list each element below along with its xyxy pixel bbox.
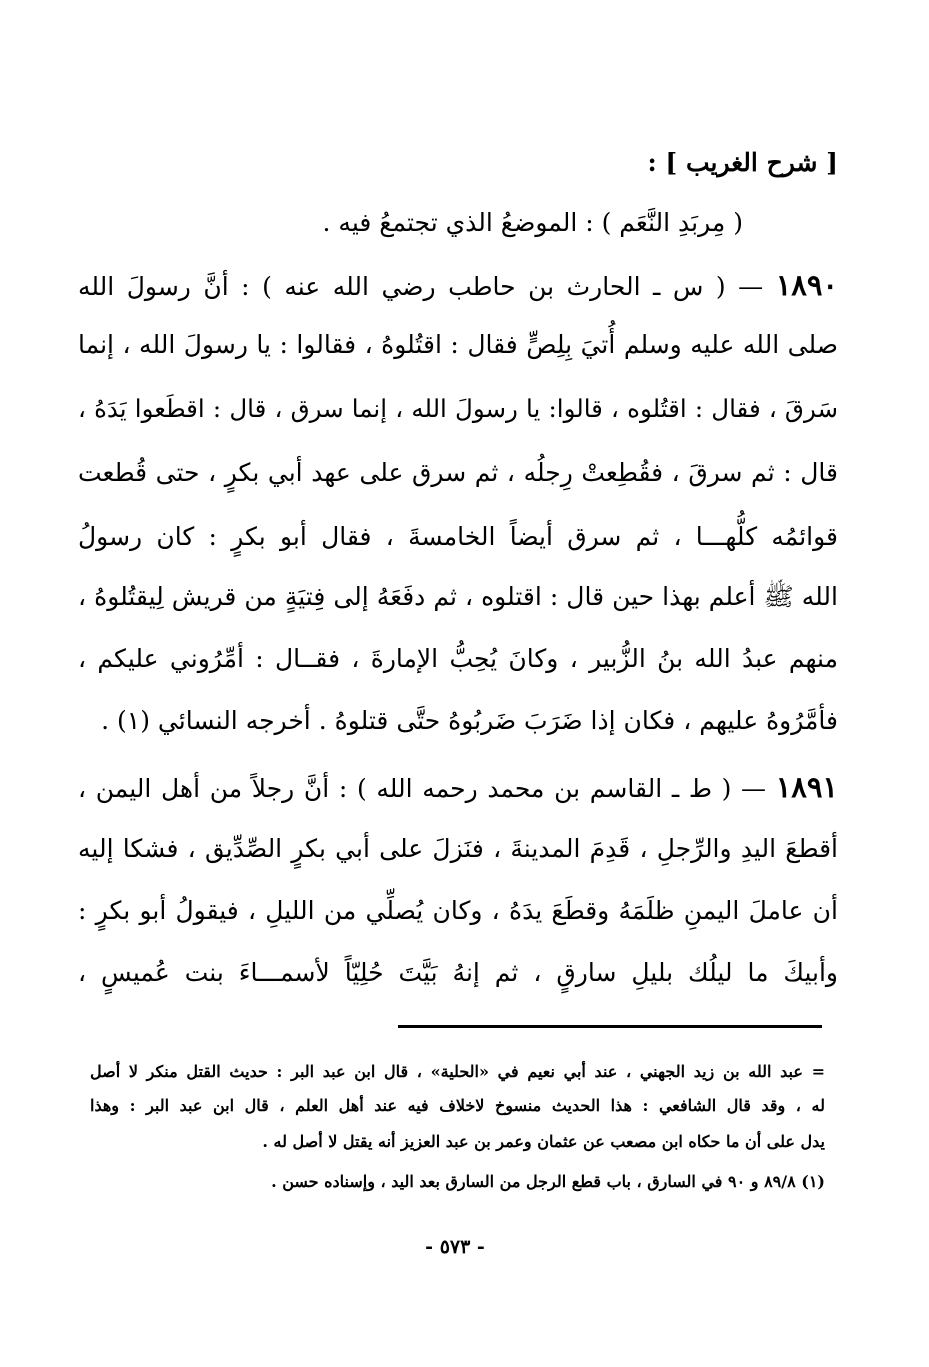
footnote-separator: [398, 1025, 822, 1028]
hadith-1891-line-4: وأبيكَ ما ليلُك بليلِ سارقٍ ، ثم إنهُ بَيَّتَ حُلِيّاً لأسمـــاءَ بنت عُميسٍ ،: [78, 958, 838, 987]
footnote-line-2: له ، وقد قال الشافعي : هذا الحديث منسوخ لاخلاف فيه عند أهل العلم ، قال ابن عبد البر : وهذا: [90, 1096, 825, 1115]
hadith-text: — ( س ـ الحارث بن حاطب رضي الله عنه ) : أنَّ رسولَ الله: [78, 272, 764, 301]
page-number: - ٥٧٣ -: [425, 1236, 485, 1258]
hadith-number: ١٨٩١: [775, 770, 839, 804]
hadith-1890-line-1: [78, 268, 838, 303]
hadith-1890-line-6: الله ﷺ أعلم بهذا حين قال : اقتلوه ، ثم دفَعَهُ إلى فِتيَةٍ من قريش لِيقتُلوهُ ،: [78, 582, 838, 611]
hadith-1890-line-4: قال : ثم سرقَ ، فقُطِعتْ رِجلُه ، ثم سرق على عهد أبي بكرٍ ، حتى قُطعت: [78, 458, 838, 487]
hadith-1890-line-5: قوائمُه كلُّهـــا ، ثم سرق أيضاً الخامسةَ ، فقال أبو بكرٍ : كان رسولُ: [78, 522, 838, 551]
hadith-1891-line-1: [78, 770, 838, 805]
hadith-1890-line-2: صلى الله عليه وسلم أُتيَ بِلِصٍّ فقال : اقتُلوهُ ، فقالوا : يا رسولَ الله ، إنما: [78, 330, 838, 359]
footnote-line-1: = عبد الله بن زيد الجهني ، عند أبي نعيم في «الحلية» ، قال ابن عبد البر : حديث القتل منكر لا أصل: [90, 1062, 826, 1081]
hadith-1891-line-3: أن عاملَ اليمنِ ظلَمَهُ وقطَعَ يدَهُ ، وكان يُصلِّي من الليلِ ، فيقولُ أبو بكرٍ :: [78, 896, 838, 925]
hadith-text: — ( ط ـ القاسم بن محمد رحمه الله ) : أنَّ رجلاً من أهل اليمن ،: [78, 774, 767, 803]
hadith-number: ١٨٩٠: [775, 268, 838, 302]
gloss-line: ( مِربَدِ النَّعَم ) : الموضعُ الذي تجتمعُ فيه .: [322, 208, 743, 237]
hadith-1890-line-8: فأمَّرُوهُ عليهم ، فكان إذا ضَرَبَ ضَربُوهُ حتَّى قتلوهُ . أخرجه النسائي (١) .: [101, 706, 838, 735]
gloss-heading: [ شرح الغريب ] :: [647, 148, 838, 177]
hadith-1890-line-3: سَرقَ ، فقال : اقتُلوه ، قالوا: يا رسولَ الله ، إنما سرق ، قال : اقطَعوا يَدَهُ ،: [78, 394, 838, 423]
hadith-1890-line-7: منهم عبدُ الله بنُ الزُّبير ، وكانَ يُحِبُّ الإمارةَ ، فقــال : أمِّرُوني عليكم ،: [78, 644, 838, 673]
footnote-line-4: (١) ٨٩/٨ و ٩٠ في السارق ، باب قطع الرجل من السارق بعد اليد ، وإسناده حسن .: [271, 1172, 825, 1191]
hadith-1891-line-2: أقطعَ اليدِ والرِّجلِ ، قَدِمَ المدينةَ ، فنَزلَ على أبي بكرٍ الصِّدِّيق ، فشكا إليه: [78, 834, 838, 863]
footnote-line-3: يدل على أن ما حكاه ابن مصعب عن عثمان وعمر بن عبد العزيز أنه يقتل لا أصل له .: [262, 1132, 825, 1151]
